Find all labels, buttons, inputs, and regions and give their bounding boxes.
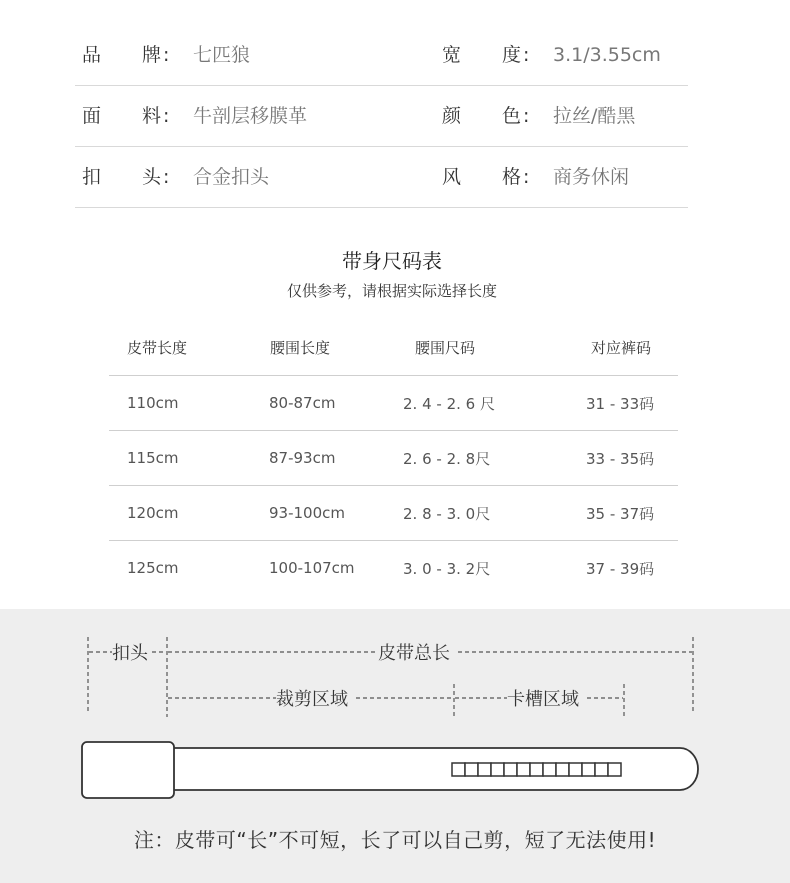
table-header-row — [109, 320, 678, 376]
slot-hole — [504, 763, 517, 776]
spec-key: 牌 — [142, 44, 162, 66]
slot-hole — [478, 763, 491, 776]
slot-hole — [465, 763, 478, 776]
slot-hole — [452, 763, 465, 776]
spec-colon: : — [163, 44, 170, 66]
table-cell: 3. 0 - 3. 2尺 — [403, 559, 491, 578]
spec-colon: : — [523, 166, 530, 188]
table-cell: 37 - 39码 — [586, 559, 655, 578]
spec-key: 面 — [82, 105, 102, 127]
table-cell: 31 - 33码 — [586, 394, 655, 413]
table-cell: 115cm — [127, 449, 179, 467]
cut-area-label: 裁剪区域 — [276, 689, 348, 710]
table-cell: 120cm — [127, 504, 179, 522]
table-row — [109, 541, 678, 595]
size-chart-title: 带身尺码表 — [342, 249, 442, 273]
spec-colon: : — [163, 105, 170, 127]
table-cell: 110cm — [127, 394, 179, 412]
table-cell: 2. 4 - 2. 6 尺 — [403, 394, 495, 413]
table-cell: 2. 8 - 3. 0尺 — [403, 504, 491, 523]
spec-key: 扣 — [82, 166, 102, 188]
column-header: 腰围尺码 — [415, 339, 476, 357]
spec-value: 拉丝/酷黑 — [553, 105, 636, 127]
spec-colon: : — [163, 166, 170, 188]
table-cell: 93-100cm — [269, 504, 345, 522]
total-length-label: 皮带总长 — [378, 643, 450, 664]
table-cell: 87-93cm — [269, 449, 336, 467]
spec-value: 合金扣头 — [193, 166, 270, 188]
spec-key: 风 — [442, 166, 462, 188]
slot-hole — [608, 763, 621, 776]
spec-key: 宽 — [442, 44, 462, 66]
slot-hole — [543, 763, 556, 776]
size-chart-table — [109, 320, 678, 595]
column-header: 皮带长度 — [127, 339, 188, 357]
spec-row — [75, 25, 688, 86]
table-cell: 100-107cm — [269, 559, 355, 577]
spec-colon: : — [523, 44, 530, 66]
spec-key: 度 — [502, 44, 522, 66]
spec-value: 商务休闲 — [553, 166, 630, 188]
slot-hole — [595, 763, 608, 776]
spec-row — [75, 86, 688, 147]
spec-key: 品 — [82, 44, 102, 66]
table-cell: 125cm — [127, 559, 179, 577]
spec-colon: : — [523, 105, 530, 127]
slot-hole — [569, 763, 582, 776]
table-cell: 33 - 35码 — [586, 449, 655, 468]
slot-hole — [530, 763, 543, 776]
column-header: 对应裤码 — [591, 339, 652, 357]
size-chart-subtitle: 仅供参考，请根据实际选择长度 — [286, 282, 497, 300]
column-header: 腰围长度 — [270, 339, 331, 357]
spec-value: 牛剖层移膜革 — [193, 105, 308, 127]
table-cell: 80-87cm — [269, 394, 336, 412]
product-spec-table — [75, 25, 688, 208]
buckle-dimension-label: 扣头 — [112, 643, 148, 664]
table-cell: 35 - 37码 — [586, 504, 655, 523]
table-cell: 2. 6 - 2. 8尺 — [403, 449, 491, 468]
spec-key: 色 — [502, 105, 522, 127]
belt-slot-holes — [452, 763, 621, 776]
belt-buckle — [82, 742, 174, 798]
slot-hole — [582, 763, 595, 776]
spec-value: 3.1/3.55cm — [553, 44, 661, 66]
spec-key: 料 — [142, 105, 162, 127]
spec-row — [75, 147, 688, 208]
table-row — [109, 431, 678, 486]
table-row — [109, 376, 678, 431]
spec-key: 颜 — [442, 105, 462, 127]
belt-diagram — [0, 609, 790, 883]
usage-note: 注：皮带可“长”不可短，长了可以自己剪，短了无法使用! — [133, 828, 657, 852]
spec-key: 格 — [502, 166, 522, 188]
spec-key: 头 — [142, 166, 162, 188]
slot-hole — [491, 763, 504, 776]
table-row — [109, 486, 678, 541]
slot-area-label: 卡槽区域 — [507, 689, 579, 710]
spec-value: 七匹狼 — [193, 44, 251, 66]
slot-hole — [556, 763, 569, 776]
slot-hole — [517, 763, 530, 776]
